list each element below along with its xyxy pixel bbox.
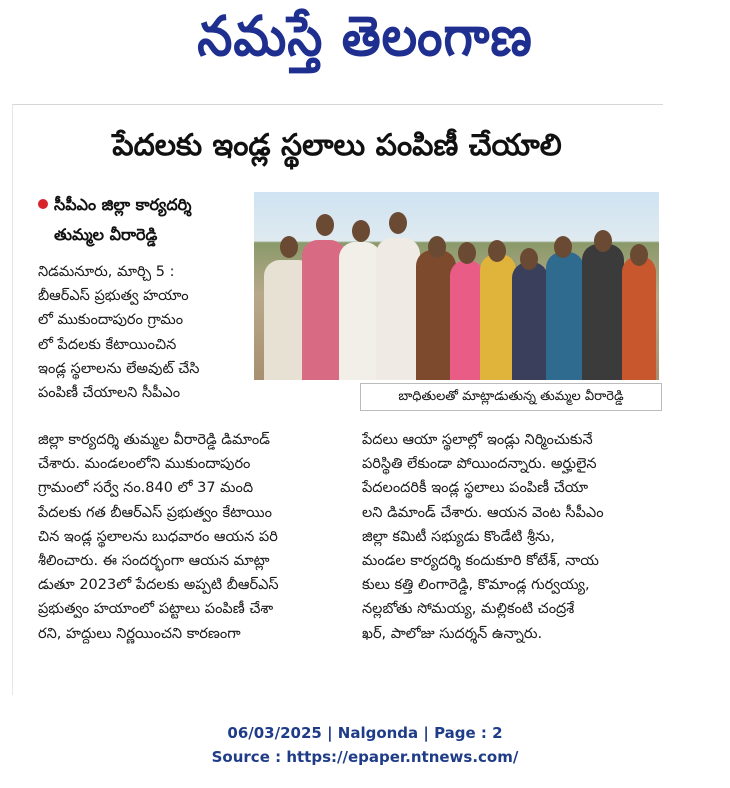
body-line: పంపిణీ చేయాలని సీపీఎం (38, 384, 181, 401)
body-column-1-bottom (38, 428, 346, 646)
subhead-line: సీపీఎం జిల్లా కార్యదర్శి (54, 195, 192, 214)
body-line: గ్రామంలో సర్వే నం.840 లో 37 మంది (38, 480, 254, 497)
body-line: లో ముకుందాపురం గ్రామం (38, 312, 184, 329)
body-line: జిల్లా కమిటీ సభ్యుడు కొండేటి శ్రీను, (362, 528, 555, 545)
newspaper-logo: నమస్తే తెలంగాణ (197, 3, 533, 68)
body-line: నిడమనూరు, మార్చి 5 : (38, 264, 175, 280)
body-line: మండల కార్యదర్శి కందుకూరి కోటేశ్, నాయ (362, 552, 599, 569)
body-line: పేదలందరికీ ఇండ్ల స్థలాలు పంపిణీ చేయా (362, 480, 589, 497)
body-line: బీఆర్ఎస్ ప్రభుత్వ హయాం (38, 288, 189, 305)
bullet-icon (38, 199, 48, 209)
body-line: చేశారు. మండలంలోని ముకుందాపురం (38, 456, 251, 473)
article-headline: పేదలకు ఇండ్ల స్థలాలు పంపిణీ చేయాలి (112, 128, 562, 163)
masthead (0, 0, 730, 86)
edition-info: 06/03/2025 | Nalgonda | Page : 2 (227, 724, 503, 742)
body-line: డుతూ 2023లో పేదలకు అప్పటి బీఆర్ఎస్ (38, 577, 279, 594)
body-line: పేదలకు గత బీఆర్ఎస్ ప్రభుత్వం కేటాయిం (38, 504, 272, 521)
body-line: లని డిమాండ్ చేశారు. ఆయన వెంట సీపీఎం (362, 504, 604, 521)
subhead-block (38, 190, 250, 250)
photo-caption: బాధితులతో మాట్లాడుతున్న తుమ్మల వీరారెడ్డి (360, 383, 662, 411)
body-line: పరిస్థితి లేకుండా పోయిందన్నారు. అర్హులైన (362, 456, 597, 473)
body-line: శీలించారు. ఈ సందర్భంగా ఆయన మాట్లా (38, 552, 270, 569)
body-line: ఇండ్ల స్థలాలను లేఅవుట్ చేసి (38, 360, 200, 377)
body-line: జిల్లా కార్యదర్శి తుమ్మల వీరారెడ్డి డిమాండ్ (38, 432, 270, 448)
body-column-2 (362, 428, 662, 646)
body-line: కులు కత్తి లింగారెడ్డి, కొమాండ్ల గుర్వయ్య, (362, 577, 590, 594)
body-line: ప్రభుత్వం హయాంలో పట్టాలు పంపిణీ చేశా (38, 601, 274, 618)
body-line: లో పేదలకు కేటాయించిన (38, 336, 177, 353)
body-line: చిన ఇండ్ల స్థలాలను బుధవారం ఆయన పరి (38, 528, 278, 545)
source-link[interactable]: Source : https://epaper.ntnews.com/ (211, 748, 519, 766)
body-line: నల్లబోతు సోమయ్య, మల్లికంటి చంద్రశే (362, 601, 575, 618)
body-column-1-top (38, 260, 346, 405)
body-line: రని, హద్దులు నిర్ణయించని కారణంగా (38, 625, 241, 642)
subhead-line: తుమ్మల వీరారెడ్డి (54, 225, 158, 244)
body-line: పేదలు ఆయా స్థలాల్లో ఇండ్లు నిర్మించుకునే (362, 432, 593, 448)
body-line: ఖర్, పాలోజు సుదర్శన్ ఉన్నారు. (362, 625, 543, 642)
